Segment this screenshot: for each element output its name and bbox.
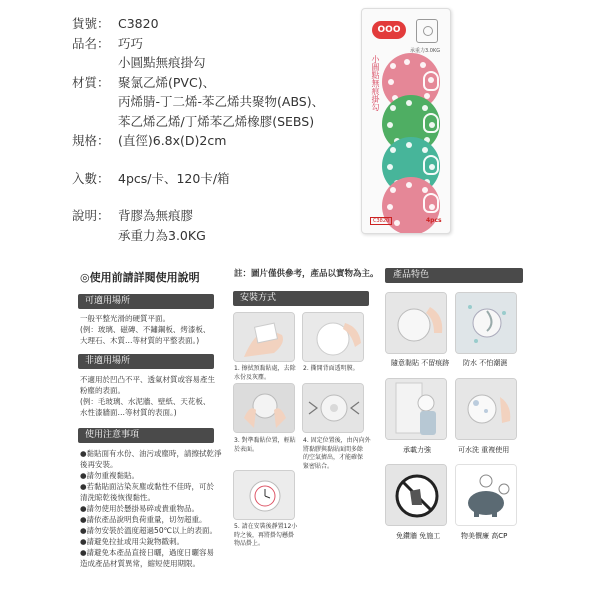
feature-3-image <box>385 378 447 440</box>
package-pcs: 4pcs <box>426 217 442 224</box>
package-load-text: 承重力3.0KG <box>410 48 441 54</box>
feature-2-image <box>455 292 517 354</box>
step-4-text: 4. 固定位置後，由內向外 將黏膠與黏貼面間多餘 的空氣擠出，才能確保 緊密貼合。 <box>303 437 371 470</box>
spec-name-line2: 小圓點無痕掛勾 <box>118 55 206 70</box>
hook-pink-bottom <box>382 177 440 234</box>
step-3-image <box>233 383 295 433</box>
feature-1-image <box>385 292 447 354</box>
instructions-title: ◎使用前請詳閱使用說明 <box>80 271 200 284</box>
step-3-text: 3. 對準黏貼位置，輕貼 於表面。 <box>234 437 296 453</box>
spec-desc: 說明： 背膠為無痕膠 <box>72 208 194 223</box>
step-1-image <box>233 312 295 362</box>
feature-5-image <box>385 464 447 526</box>
brand-logo: OOO <box>372 21 406 39</box>
step-5-image <box>233 470 295 520</box>
spec-item-no: 貨號： C3820 <box>72 16 159 31</box>
feature-4-image <box>455 378 517 440</box>
hang-hole-icon <box>416 19 438 43</box>
feature-3-label: 承載力強 <box>403 446 431 454</box>
spec-material: 材質： 聚氯乙烯(PVC)、 <box>72 74 216 90</box>
step-5-text: 5. 請在安裝後靜置12小 時之後，再將掛勾懸掛 物品掛上。 <box>234 523 298 547</box>
package-vertical-title: 小圓點無痕掛勾 <box>371 55 380 111</box>
feature-4-label: 可水洗 重複使用 <box>458 446 510 454</box>
step-2-image <box>302 312 364 362</box>
install-heading: 安裝方式 <box>233 291 369 306</box>
cautions-list: ●黏貼面有水份、油污或塵時，請擦拭乾淨 後再安裝。 ●請勿重複黏貼。 ●若黏貼面沾染灰塵或黏性不佳時，可於 清洗晾乾後恢復黏性。 ●請勿使用於懸掛易碎或貴重物品。 ●請依產品說明負荷重量，切勿超重。 ●請勿安裝於溫度超過50℃以上的表面。 ●請避免拉扯或用尖銳物戳刺。 ●請避免本產品直接日曬，過度日曬容易 造成產品材質異常，縮短使用期限。 <box>80 449 222 568</box>
spec-desc-line2: 承重力為3.0KG <box>118 227 206 243</box>
applicable-text: 一般平整光滑的硬質平面。 (例：玻璃、磁磚、不鏽鋼板、烤漆板、 大理石、木質…等材質的平整表面。) <box>80 314 211 345</box>
feature-6-label: 物美價廉 高CP <box>461 532 508 540</box>
spec-name: 品名： 巧巧 <box>72 35 144 51</box>
feature-1-label: 隨意黏貼 不留痕跡 <box>391 359 450 367</box>
feature-5-label: 免鑽牆 免施工 <box>396 532 441 540</box>
product-package-image <box>361 8 451 234</box>
image-note: 註：圖片僅供參考，產品以實物為主。 <box>234 269 379 279</box>
not-applicable-heading: 非適用場所 <box>78 354 214 369</box>
applicable-heading: 可適用場所 <box>78 294 214 309</box>
spec-size: 規格： (直徑)6.8x(D)2cm <box>72 133 227 148</box>
cautions-heading: 使用注意事項 <box>78 428 214 443</box>
step-1-text: 1. 擦拭預黏貼處，去除 水份及灰塵。 <box>234 365 296 381</box>
step-2-text: 2. 撕開背面透明膜。 <box>303 365 359 372</box>
step-4-image <box>302 383 364 433</box>
features-heading: 產品特色 <box>385 268 523 283</box>
spec-block <box>72 14 324 245</box>
spec-qty: 入數： 4pcs/卡、120卡/箱 <box>72 170 230 186</box>
feature-2-label: 防水 不怕潮濕 <box>463 359 508 367</box>
not-applicable-text: 不適用於凹凸不平、透氣材質或容易產生 粉塵的表面。 (例：毛玻璃、水泥牆、壁紙、天花板、 水性漆牆面…等材質的表面。) <box>80 375 215 417</box>
spec-material-line3: 苯乙烯乙烯/丁烯苯乙烯橡膠(SEBS) <box>118 113 315 129</box>
package-code: C3820 <box>370 217 392 225</box>
spec-material-line2: 丙烯腈-丁二烯-苯乙烯共聚物(ABS)、 <box>118 94 325 109</box>
feature-6-image <box>455 464 517 526</box>
